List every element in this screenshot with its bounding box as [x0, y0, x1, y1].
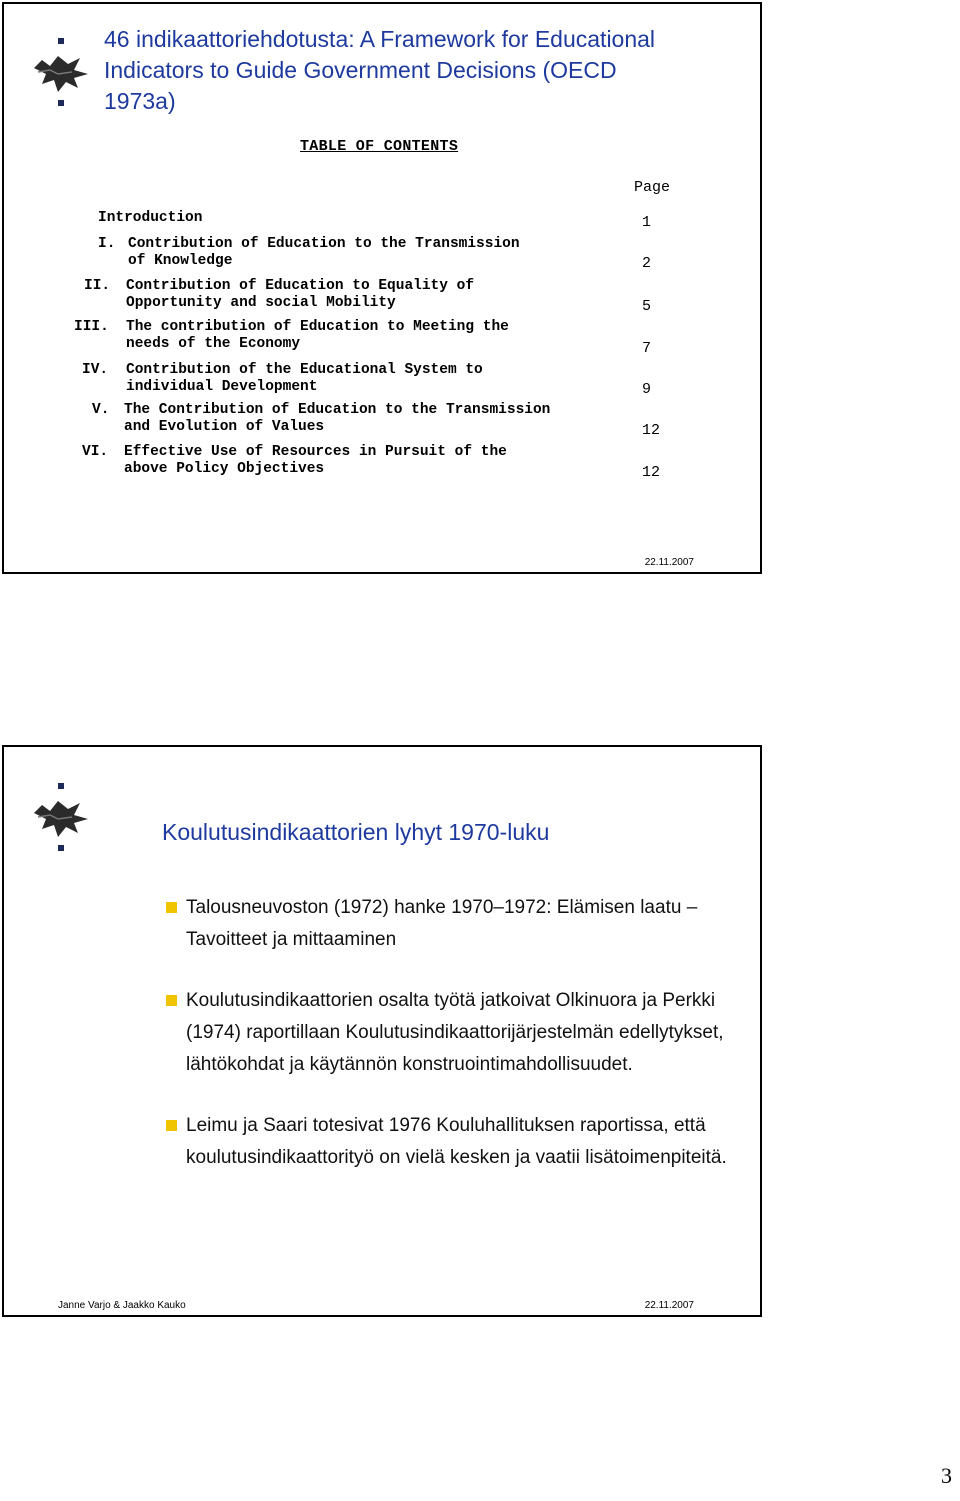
slide-author: Janne Varjo & Jaakko Kauko — [58, 1300, 186, 1311]
page-number: 3 — [941, 1463, 952, 1488]
toc-entry-number: II. — [84, 278, 111, 294]
slide-date: 22.11.2007 — [644, 557, 694, 568]
toc-entry-text: The contribution of Education to Meeting the needs of the Economy — [126, 319, 509, 352]
bullet-text: Talousneuvoston (1972) hanke 1970–1972: Elämisen laatu – Tavoitteet ja mittaaminen — [186, 897, 698, 950]
slide-title: Koulutusindikaattorien lyhyt 1970-luku — [162, 819, 550, 845]
university-logo-icon — [28, 783, 92, 858]
university-logo-icon — [28, 38, 92, 113]
bullet-text: Koulutusindikaattorien osalta työtä jatkoivat Olkinuora ja Perkki (1974) raportillaan Koulutusindikaattorijärjestelmän edellytykset, lähtökohdat ja käytännön konstruointimahdollisuudet. — [186, 990, 724, 1075]
bullet-item — [164, 892, 744, 956]
square-bullet-icon — [166, 902, 177, 913]
toc-entry-number: VI. — [82, 444, 109, 460]
toc-entry-text: Contribution of Education to Equality of Opportunity and social Mobility — [126, 278, 475, 311]
toc-entry-page: 9 — [642, 381, 652, 398]
toc-entry-number: III. — [74, 319, 109, 335]
bullet-text: Leimu ja Saari totesivat 1976 Kouluhallituksen raportissa, että koulutusindikaattorityö on vielä kesken ja vaatii lisätoimenpiteitä. — [186, 1115, 727, 1168]
toc-entry-number: IV. — [82, 362, 109, 378]
toc-entry-page: 7 — [642, 340, 652, 357]
toc-entry-number: V. — [92, 402, 110, 418]
toc-entry-page: 1 — [642, 214, 652, 231]
toc-entry-page: 12 — [642, 422, 661, 439]
toc-entry-text: Contribution of Education to the Transmission of Knowledge — [128, 236, 520, 269]
toc-entry-page: 2 — [642, 255, 652, 272]
slide-title: 46 indikaattoriehdotusta: A Framework for Educational Indicators to Guide Government Decisions (OECD 1973a) — [104, 26, 656, 114]
toc-entry-number: I. — [98, 236, 116, 252]
square-bullet-icon — [166, 1120, 177, 1131]
slide-2 — [2, 745, 762, 1317]
slide-1 — [2, 2, 762, 574]
toc-entry-text: The Contribution of Education to the Transmission and Evolution of Values — [124, 402, 551, 435]
toc-entry-text: Contribution of the Educational System to individual Development — [126, 362, 483, 395]
table-of-contents-scan — [64, 134, 704, 494]
bullet-item — [164, 985, 744, 1081]
toc-entry-text: Introduction — [98, 210, 203, 226]
toc-entry-page: 12 — [642, 464, 661, 481]
toc-heading: TABLE OF CONTENTS — [300, 138, 459, 155]
toc-entry-text: Effective Use of Resources in Pursuit of the above Policy Objectives — [124, 444, 507, 477]
slide-date: 22.11.2007 — [644, 1300, 694, 1311]
square-bullet-icon — [166, 995, 177, 1006]
toc-page-heading: Page — [634, 179, 671, 196]
bullet-item — [164, 1110, 744, 1174]
bullet-list — [164, 892, 744, 1203]
toc-entry-page: 5 — [642, 298, 652, 315]
